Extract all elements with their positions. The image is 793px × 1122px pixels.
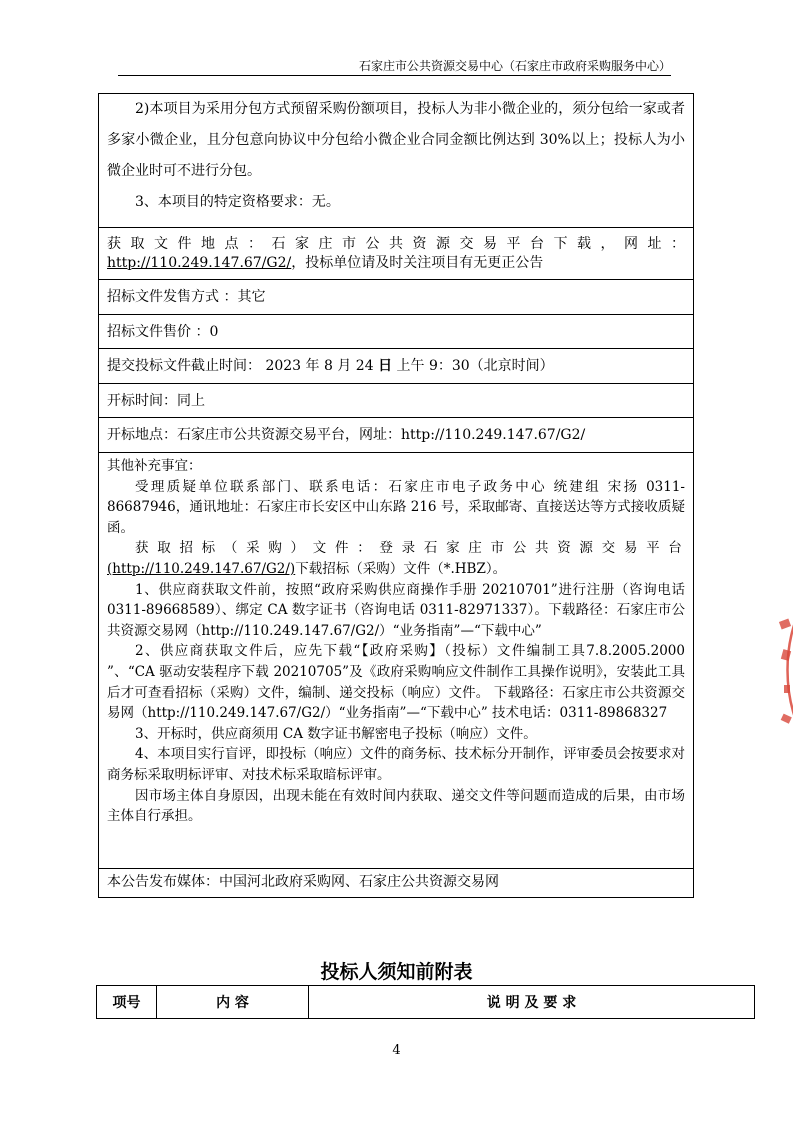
sale-method-row: [99, 280, 693, 315]
qual-2-text: 2)本项目为采用分包方式预留采购份额项目，投标人为非小微企业的，须分包给一家或者多家小微企业，且分包意向协议中分包给小微企业合同金额比例达到 30%以上；投标人为小微企业时可不进行分包。: [107, 101, 685, 179]
other-p2-link[interactable]: (http://110.249.147.67/G2/): [107, 560, 296, 577]
page-number: 4: [392, 1043, 401, 1058]
other-p6: 4、本项目实行盲评，即投标（响应）文件的商务标、技术标分开制作，评审委员会按要求对商务标采取明标评审、对技术标采取暗标评审。: [107, 746, 685, 783]
deadline-post: 上午 9：30（北京时间）: [392, 358, 554, 374]
other-p2a: 获取招标（采购）文件：登录石家庄市公共资源交易平台: [135, 540, 685, 557]
red-seal-stamp-fragment: [770, 590, 793, 750]
open-place-row: [99, 418, 693, 453]
deadline-pre: 提交投标文件截止时间： 2023 年 8 月 24: [107, 358, 379, 374]
other-p4: 2、供应商获取文件后，应先下载“【政府采购】（投标）文件编制工具7.8.2005.2000 ”、“CA 驱动安装程序下载 20210705”及《政府采购响应文件制作工具操作说明》，安装此工具后才可查看招标（采购）文件，编制、递交投标（响应）文件。 下载路径：石家庄市公共资源交易网（http://110.249.147.67/G2/）“业务指南”—“下载中心” 技术电话：0311-89868327: [107, 643, 685, 722]
media-row: [99, 869, 693, 897]
appendix-col-number: 项号: [97, 986, 157, 1018]
other-p2: [107, 538, 685, 579]
price-text: 招标文件售价 ：0: [107, 324, 219, 340]
announcement-table: [98, 93, 694, 898]
doc-location-link[interactable]: http://110.249.147.67/G2/: [107, 255, 292, 271]
doc-location-label: 获取文件地点：石家庄市公共资源交易平台下载，网址：: [107, 236, 685, 252]
header-rule: [118, 75, 671, 76]
appendix-col-requirements: 说 明 及 要 求: [486, 995, 577, 1011]
other-title: 其他补充事宜：: [107, 458, 202, 474]
other-p5: 3、开标时，供应商须用 CA 数字证书解密电子投标（响应）文件。: [135, 725, 537, 742]
other-p7: 因市场主体自身原因，出现未能在有效时间内获取、递交文件等问题而造成的后果，由市场主体自行承担。: [107, 787, 685, 825]
appendix-title: 投标人须知前附表: [320, 961, 473, 983]
media-text: 本公告发布媒体：中国河北政府采购网、石家庄公共资源交易网: [107, 874, 499, 890]
sale-method-text: 招标文件发售方式 ：其它: [107, 289, 266, 305]
other-p3: 1、供应商获取文件前，按照“政府采购供应商操作手册 20210701”进行注册（咨询电话 0311-89668589）、绑定 CA 数字证书（咨询电话 0311-82971337）。下载路径：石家庄市公共资源交易网（http://110.249.147.67/G2/）“业务指南”—“下载中心”: [107, 581, 685, 639]
open-place-text: 开标地点：石家庄市公共资源交易平台，网址：http://110.249.147.67/G2/: [107, 427, 586, 443]
doc-location-note: ，投标单位请及时关注项目有无更正公告: [291, 255, 544, 271]
other-p2b: 下载招标（采购）文件（*.HBZ）。: [295, 560, 507, 577]
deadline-row: [99, 349, 693, 384]
other-matters-row: [99, 453, 693, 869]
price-row: [99, 315, 693, 349]
appendix-col-content: 内 容: [157, 986, 309, 1018]
open-time-text: 开标时间：同上: [107, 393, 205, 409]
open-time-row: [99, 384, 693, 418]
header-org: 石家庄市公共资源交易中心（石家庄市政府采购服务中心）: [358, 59, 671, 73]
doc-location-line2: [107, 254, 685, 272]
other-p1: 受理质疑单位联系部门、联系电话：石家庄市电子政务中心 统建组 宋扬 0311-86687946，通讯地址：石家庄市长安区中山东路 216 号，采取邮寄、直接送达等方式接收质疑函。: [107, 478, 685, 536]
appendix-table-header: [96, 985, 755, 1019]
doc-location-row: [99, 228, 693, 280]
qualification-row: [99, 94, 693, 228]
deadline-day: 日: [378, 358, 393, 374]
qual-3-text: 3、本项目的特定资格要求：无。: [135, 194, 340, 210]
